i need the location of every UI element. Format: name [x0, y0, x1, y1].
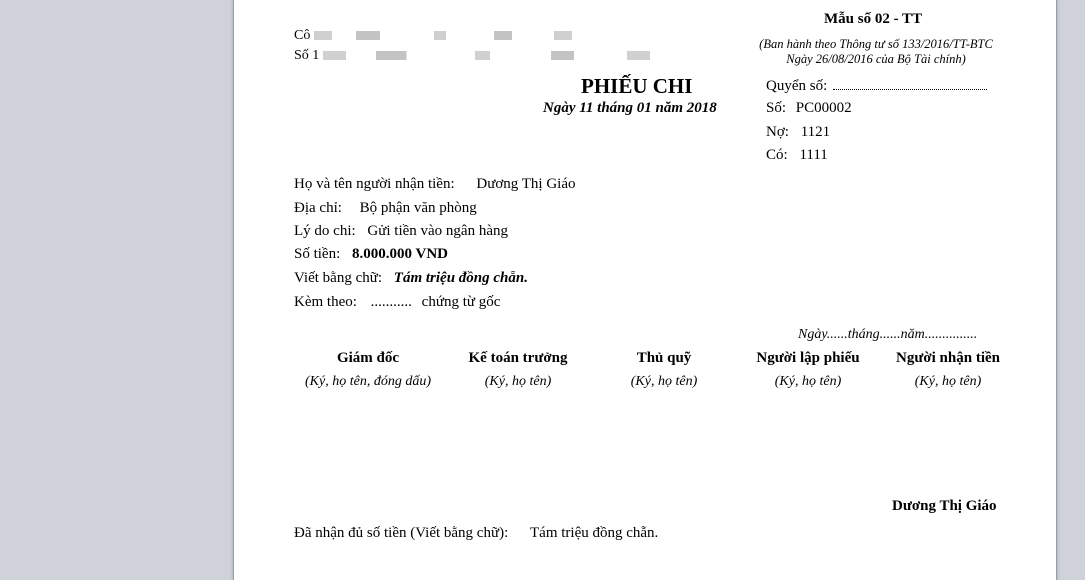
form-note-line2: Ngày 26/08/2016 của Bộ Tài chính) [786, 52, 966, 66]
voucher-number-value: PC00002 [795, 100, 852, 116]
amount-row [294, 246, 448, 263]
debit-account [766, 124, 830, 141]
obscured-text [314, 31, 614, 40]
receiver-row [294, 176, 576, 193]
voucher-number-label: Số: [766, 100, 787, 116]
signature-note-preparer: (Ký, họ tên) [774, 374, 842, 389]
signature-note-cashier: (Ký, họ tên) [630, 374, 698, 389]
voucher-number [766, 100, 852, 117]
credit-value: 1111 [799, 147, 828, 163]
document-page [233, 0, 1057, 580]
receiver-label: Họ và tên người nhận tiền: [294, 176, 455, 192]
company-name [294, 28, 624, 44]
amount-words-value: Tám triệu đồng chẵn. [393, 270, 528, 286]
attached-label: Kèm theo: [294, 294, 357, 310]
form-code: Mẫu số 02 - TT [824, 11, 923, 27]
document-date: Ngày 11 tháng 01 năm 2018 [543, 100, 717, 116]
company-address [294, 48, 714, 64]
debit-value: 1121 [800, 124, 831, 140]
receiver-value: Dương Thị Giáo [476, 176, 576, 192]
form-note-line1: (Ban hành theo Thông tư số 133/2016/TT-BTC [759, 37, 993, 51]
signature-note-chief-accountant: (Ký, họ tên) [484, 374, 552, 389]
attached-value: chứng từ gốc [421, 294, 501, 310]
address-label: Địa chỉ: [294, 200, 342, 216]
signature-note-receiver: (Ký, họ tên) [914, 374, 982, 389]
signature-title-director: Giám đốc [336, 350, 400, 366]
company-address-text: Số 1 [294, 48, 320, 63]
attached-dots: ........... [370, 294, 412, 310]
document-title: PHIẾU CHI [581, 74, 693, 98]
attached-row [294, 294, 500, 311]
address-row [294, 200, 477, 217]
reason-label: Lý do chi: [294, 223, 356, 239]
book-number-dots [833, 77, 987, 90]
book-number-label: Quyển số: [766, 78, 828, 94]
reason-value: Gửi tiền vào ngân hàng [367, 223, 509, 239]
amount-label: Số tiền: [294, 246, 341, 262]
book-number [766, 77, 987, 95]
credit-label: Có: [766, 147, 788, 163]
address-value: Bộ phận văn phòng [359, 200, 477, 216]
debit-label: Nợ: [766, 124, 789, 140]
receiver-signed-name: Dương Thị Giáo [892, 498, 997, 514]
signature-title-preparer: Người lập phiếu [756, 350, 860, 366]
signature-title-chief-accountant: Kế toán trưởng [468, 350, 568, 366]
sign-date: Ngày......tháng......năm............... [798, 327, 978, 342]
amount-value: 8.000.000 VND [352, 246, 448, 262]
signature-title-cashier: Thủ quỹ [636, 350, 692, 366]
company-name-text: Cô [294, 28, 311, 43]
signature-title-receiver: Người nhận tiền [896, 350, 1000, 366]
received-label: Đã nhận đủ số tiền (Viết bằng chữ): [294, 525, 509, 541]
received-value: Tám triệu đồng chẵn. [530, 525, 659, 541]
signature-note-director: (Ký, họ tên, đóng dấu) [305, 374, 431, 389]
amount-words-row [294, 270, 528, 287]
amount-words-label: Viết bằng chữ: [294, 270, 383, 286]
obscured-text [323, 51, 703, 60]
credit-account [766, 147, 828, 164]
reason-row [294, 223, 508, 240]
received-row [294, 525, 658, 542]
